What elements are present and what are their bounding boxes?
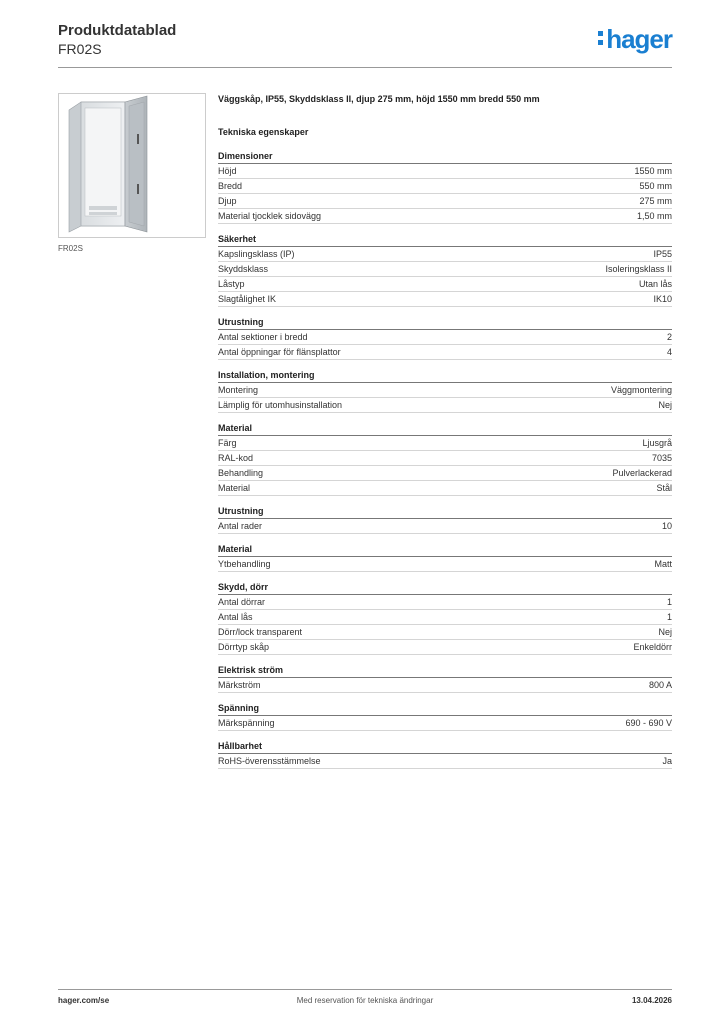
spec-label: Bredd [218, 181, 243, 191]
section-title: Hållbarhet [218, 740, 672, 754]
document-title: Produktdatablad [58, 22, 177, 39]
spec-row [218, 557, 672, 572]
spec-section [218, 233, 672, 307]
spec-label: Antal rader [218, 521, 263, 531]
spec-value: 550 mm [639, 181, 672, 191]
product-image [58, 93, 206, 238]
footer-divider [58, 989, 672, 990]
spec-row [218, 436, 672, 451]
spec-label: Ytbehandling [218, 559, 271, 569]
spec-label: Behandling [218, 468, 264, 478]
spec-section [218, 150, 672, 224]
section-title: Säkerhet [218, 233, 672, 247]
spec-row [218, 179, 672, 194]
spec-label: Antal dörrar [218, 597, 266, 607]
spec-section [218, 740, 672, 769]
spec-row [218, 262, 672, 277]
footer-note: Med reservation för tekniska ändringar [296, 996, 434, 1005]
spec-row [218, 754, 672, 769]
footer-website[interactable]: hager.com/se [58, 996, 110, 1005]
logo-text: hager [606, 24, 672, 54]
spec-label: Antal öppningar för flänsplattor [218, 347, 341, 357]
spec-value: Isoleringsklass II [605, 264, 672, 274]
spec-label: Höjd [218, 166, 237, 176]
spec-value: 2 [666, 332, 672, 342]
logo-mark-icon [598, 31, 603, 49]
spec-row [218, 610, 672, 625]
spec-label: Montering [218, 385, 259, 395]
spec-row [218, 194, 672, 209]
spec-row [218, 716, 672, 731]
spec-row [218, 625, 672, 640]
spec-label: Dörr/lock transparent [218, 627, 303, 637]
spec-label: Färg [218, 438, 237, 448]
spec-label: Lämplig för utomhusinstallation [218, 400, 343, 410]
section-title: Utrustning [218, 505, 672, 519]
spec-label: Dörrtyp skåp [218, 642, 270, 652]
spec-value: 1 [666, 612, 672, 622]
spec-section [218, 369, 672, 413]
section-title: Elektrisk ström [218, 664, 672, 678]
spec-label: Antal lås [218, 612, 253, 622]
image-caption: FR02S [58, 244, 83, 253]
spec-section [218, 422, 672, 496]
section-title: Skydd, dörr [218, 581, 672, 595]
section-title: Dimensioner [218, 150, 672, 164]
spec-label: Märkström [218, 680, 261, 690]
spec-label: Djup [218, 196, 237, 206]
spec-label: RoHS-överensstämmelse [218, 756, 321, 766]
spec-value: Utan lås [638, 279, 672, 289]
spec-label: Märkspänning [218, 718, 275, 728]
spec-row [218, 595, 672, 610]
spec-label: Skyddsklass [218, 264, 269, 274]
spec-section [218, 702, 672, 731]
spec-row [218, 640, 672, 655]
spec-section [218, 505, 672, 534]
spec-row [218, 678, 672, 693]
spec-value: Matt [654, 559, 672, 569]
spec-value: Ja [662, 756, 672, 766]
product-details [218, 94, 672, 778]
spec-value: 690 - 690 V [625, 718, 672, 728]
properties-title: Tekniska egenskaper [218, 127, 309, 137]
spec-row [218, 345, 672, 360]
spec-value: Pulverlackerad [612, 468, 672, 478]
spec-value: 1 [666, 597, 672, 607]
spec-value: 275 mm [639, 196, 672, 206]
spec-row [218, 466, 672, 481]
spec-value: 4 [666, 347, 672, 357]
spec-value: Nej [658, 400, 672, 410]
spec-section [218, 664, 672, 693]
section-title: Material [218, 543, 672, 557]
product-code: FR02S [58, 41, 102, 57]
section-title: Utrustning [218, 316, 672, 330]
spec-row [218, 330, 672, 345]
spec-label: Låstyp [218, 279, 245, 289]
spec-value: Väggmontering [610, 385, 672, 395]
spec-label: Kapslingsklass (IP) [218, 249, 295, 259]
section-title: Spänning [218, 702, 672, 716]
spec-value: 800 A [648, 680, 672, 690]
spec-section [218, 581, 672, 655]
spec-value: IK10 [653, 294, 672, 304]
header-divider [58, 67, 672, 68]
spec-value: Enkeldörr [633, 642, 672, 652]
section-title: Installation, montering [218, 369, 672, 383]
spec-row [218, 247, 672, 262]
spec-section [218, 543, 672, 572]
product-description: Väggskåp, IP55, Skyddsklass II, djup 275 mm, höjd 1550 mm bredd 550 mm [218, 94, 540, 104]
spec-value: IP55 [653, 249, 672, 259]
spec-section [218, 316, 672, 360]
spec-row [218, 519, 672, 534]
spec-row [218, 164, 672, 179]
spec-row [218, 451, 672, 466]
spec-row [218, 398, 672, 413]
spec-value: Nej [658, 627, 672, 637]
hager-logo [598, 24, 672, 55]
property-sections [218, 150, 672, 769]
spec-label: Material tjocklek sidovägg [218, 211, 322, 221]
cabinet-illustration-icon [59, 94, 205, 237]
spec-row [218, 481, 672, 496]
spec-label: Material [218, 483, 251, 493]
spec-value: 7035 [651, 453, 672, 463]
spec-value: Ljusgrå [642, 438, 672, 448]
spec-row [218, 277, 672, 292]
spec-value: Stål [656, 483, 672, 493]
spec-value: 10 [661, 521, 672, 531]
spec-value: 1,50 mm [636, 211, 672, 221]
spec-label: Slagtålighet IK [218, 294, 277, 304]
section-title: Material [218, 422, 672, 436]
page-header [58, 22, 672, 68]
spec-label: RAL-kod [218, 453, 254, 463]
spec-row [218, 383, 672, 398]
spec-row [218, 292, 672, 307]
spec-value: 1550 mm [634, 166, 672, 176]
footer-date: 13.04.2026 [631, 996, 672, 1005]
spec-row [218, 209, 672, 224]
spec-label: Antal sektioner i bredd [218, 332, 308, 342]
